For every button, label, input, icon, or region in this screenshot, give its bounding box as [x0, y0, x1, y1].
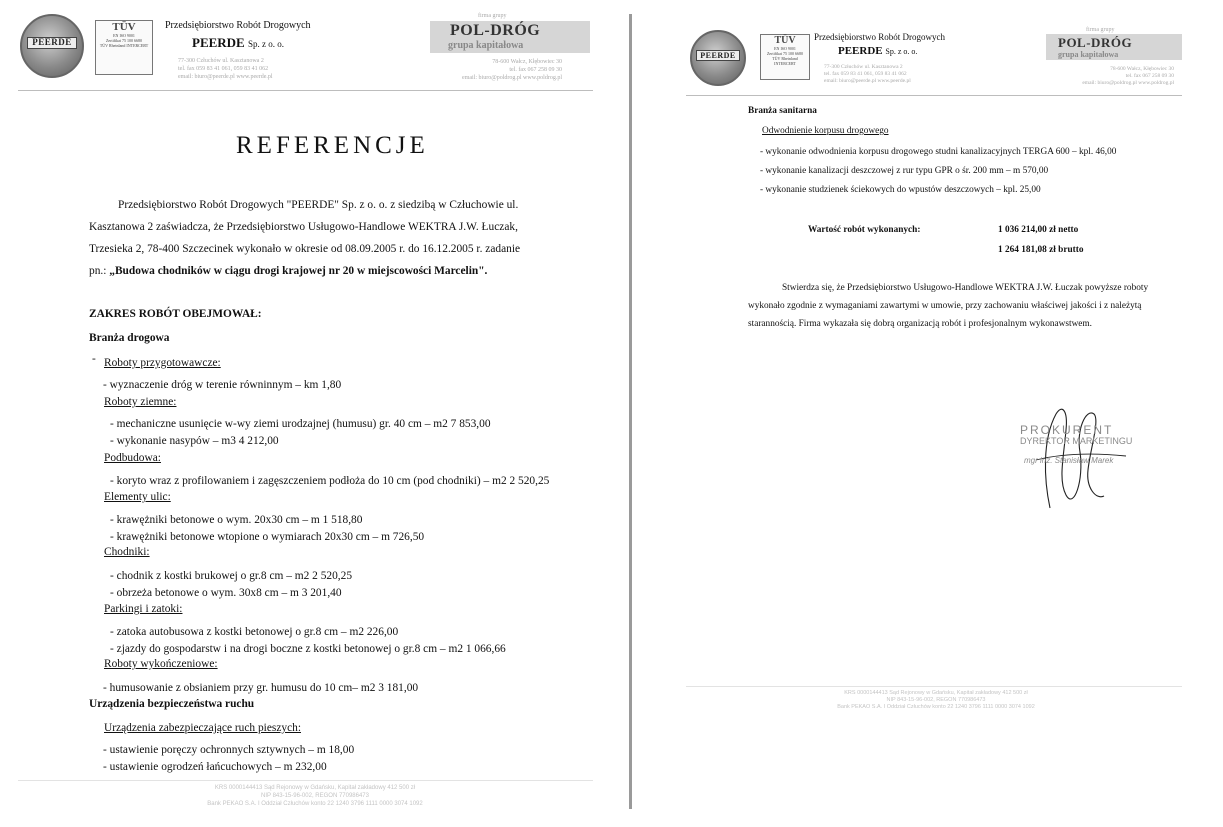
tuv-mark: TÜV: [774, 35, 796, 46]
address-line: tel. fax 059 83 41 061, 059 83 41 062: [824, 71, 907, 77]
address-line: tel. fax 059 83 41 061, 059 83 41 062: [178, 66, 269, 72]
company-address: [178, 57, 273, 81]
tuv-cert: Zertifikat 75 100 6680: [766, 51, 804, 56]
footer-rule: [686, 686, 1182, 687]
footer-line: NIP 843-15-96-002, REGON 770986473: [886, 697, 986, 703]
header-rule: [18, 90, 593, 91]
address-line: email: biuro@peerde.pl www.peerde.pl: [178, 74, 273, 80]
street-heading: Elementy ulic:: [104, 491, 171, 503]
stamp-line: PROKURENT: [1020, 423, 1114, 437]
work-item: - obrzeża betonowe o wym. 30x8 cm – m 3 201,40: [110, 587, 342, 599]
work-item: - zatoka autobusowa z kostki betonowej o gr.8 cm – m2 226,00: [110, 626, 399, 638]
tuv-mark: TÜV: [112, 21, 136, 33]
tuv-certificate-badge: [95, 20, 153, 75]
closing-line: Stwierdza się, że Przedsiębiorstwo Usługowo-Handlowe WEKTRA J.W. Łuczak powyższe roboty: [782, 283, 1149, 293]
group-address-line: email: biuro@poldrog.pl www.poldrog.pl: [1082, 80, 1174, 86]
work-item: - ustawienie poręczy ochronnych sztywnych – m 18,00: [103, 744, 355, 756]
company-name: [192, 35, 284, 51]
group-address: [1036, 66, 1174, 87]
tuv-standard: EN ISO 9001: [113, 33, 135, 38]
intro-line: Przedsiębiorstwo Robót Drogowych "PEERDE" Sp. z o. o. z siedzibą w Człuchowie ul.: [118, 199, 519, 211]
finish-heading: Roboty wykończeniowe:: [104, 658, 218, 670]
work-item: - krawężniki betonowe wtopione o wymiarach 20x30 cm – m 726,50: [110, 531, 425, 543]
peerde-logo: [20, 14, 84, 78]
group-address: [430, 58, 562, 82]
footer-rule: [18, 780, 593, 781]
pol-drog-logo: POL-DRÓG: [450, 22, 541, 39]
work-item: - zjazdy do gospodarstw i na drogi boczne z kostki betonowej o gr.8 cm – m2 1 066,66: [110, 643, 506, 655]
company-line1: Przedsiębiorstwo Robót Drogowych: [814, 32, 945, 42]
closing-line: starannością. Firma wykazała się dobrą organizacją robót i profesjonalnym wykonawstwem.: [748, 319, 1092, 329]
footer-line: Bank PEKAO S.A. I Oddział Człuchów konto 22 1240 3796 1111 0000 3074 1092: [207, 801, 423, 807]
scope-heading: ZAKRES ROBÓT OBEJMOWAŁ:: [89, 308, 262, 320]
page-divider: [629, 14, 632, 809]
page-footer: [120, 784, 510, 808]
page-title: REFERENCJE: [236, 132, 429, 159]
handwritten-signature: [1016, 400, 1136, 510]
stamp-line: DYREKTOR MARKETINGU: [1020, 436, 1133, 446]
work-item: - wykonanie odwodnienia korpusu drogowego studni kanalizacyjnych TERGA 600 – kpl. 46,00: [760, 147, 1117, 157]
pol-drog-logo: POL-DRÓG: [1058, 35, 1133, 50]
company-suffix: Sp. z o. o.: [885, 47, 918, 56]
intro-prefix: pn.:: [89, 265, 110, 277]
header-rule: [686, 95, 1182, 96]
value-gross: 1 264 181,08 zł brutto: [998, 245, 1084, 255]
closing-line: wykonało zgodnie z wymaganiami zawartymi w umowie, przy zachowaniu właściwej jakości i z należytą: [748, 301, 1142, 311]
earth-heading: Roboty ziemne:: [104, 396, 177, 408]
intro-task-line: [89, 264, 487, 278]
tuv-body: TÜV Rheinland INTERCERT: [99, 43, 149, 48]
work-item: - wykonanie kanalizacji deszczowej z rur typu GPR o śr. 200 mm – m 570,00: [760, 166, 1049, 176]
peerde-logo: [690, 30, 746, 86]
safety-heading: Urządzenia bezpieczeństwa ruchu: [89, 698, 255, 710]
sanitary-heading: Branża sanitarna: [748, 106, 817, 116]
work-item: - wykonanie studzienek ściekowych do wpustów deszczowych – kpl. 25,00: [760, 185, 1041, 195]
prep-heading: Roboty przygotowawcze:: [104, 357, 221, 369]
intro-line: Kasztanowa 2 zaświadcza, że Przedsiębiorstwo Usługowo-Handlowe WEKTRA J.W. Łuczak,: [89, 221, 518, 233]
safety-subheading: Urządzenia zabezpieczające ruch pieszych:: [104, 722, 301, 734]
group-address-line: 78-600 Wałcz, Kłębowiec 30: [492, 59, 562, 65]
work-item: - chodnik z kostki brukowej o gr.8 cm – m2 2 520,25: [110, 570, 353, 582]
work-item: - wykonanie nasypów – m3 4 212,00: [110, 435, 279, 447]
tuv-cert: Zertifikat 75 100 6680: [105, 38, 143, 43]
pol-drog-sub: grupa kapitałowa: [1058, 50, 1119, 59]
address-line: 77-300 Człuchów ul. Kasztanowa 2: [824, 64, 903, 70]
tuv-certificate-badge: [760, 34, 810, 80]
footer-line: KRS 0000144413 Sąd Rejonowy w Gdańsku, Kapitał zakładowy 412 500 zł: [844, 690, 1028, 696]
address-line: 77-300 Człuchów ul. Kasztanowa 2: [178, 58, 264, 64]
company-line1: Przedsiębiorstwo Robót Drogowych: [165, 20, 311, 31]
stamp-line: mgr inż. Stanisław Marek: [1024, 456, 1114, 465]
work-item: - wyznaczenie dróg w terenie równinnym – km 1,80: [103, 379, 342, 391]
task-name: „Budowa chodników w ciągu drogi krajowej nr 20 w miejscowości Marcelin".: [109, 265, 488, 277]
tuv-body: TÜV Rheinland INTERCERT: [772, 56, 798, 66]
company-name: [838, 45, 917, 57]
work-item: - krawężniki betonowe o wym. 20x30 cm – m 1 518,80: [110, 514, 363, 526]
tuv-standard: EN ISO 9001: [774, 46, 796, 51]
intro-line: Trzesieka 2, 78-400 Szczecinek wykonało w okresie od 08.09.2005 r. do 16.12.2005 r. zadanie: [89, 243, 521, 255]
company-address: [824, 64, 911, 85]
group-address-line: tel. fax 067 258 09 30: [1125, 73, 1174, 79]
sidewalk-heading: Chodniki:: [104, 546, 150, 558]
pol-drog-sub: grupa kapitałowa: [448, 40, 524, 51]
work-item: - ustawienie ogrodzeń łańcuchowych – m 232,00: [103, 761, 327, 773]
work-item: - humusowanie z obsianiem przy gr. humusu do 10 cm– m2 3 181,00: [103, 682, 419, 694]
work-item: - mechaniczne usunięcie w-wy ziemi urodzajnej (humusu) gr. 40 cm – m2 7 853,00: [110, 418, 491, 430]
drainage-heading: Odwodnienie korpusu drogowego: [762, 126, 889, 136]
page-footer: [776, 690, 1096, 711]
bullet-mark: -: [92, 353, 96, 365]
footer-line: Bank PEKAO S.A. I Oddział Człuchów konto 22 1240 3796 1111 0000 3074 1092: [837, 704, 1035, 710]
reference-page-2: [636, 0, 1223, 827]
road-heading: Branża drogowa: [89, 332, 170, 344]
group-address-line: 78-600 Wałcz, Kłębowiec 30: [1110, 66, 1174, 72]
company-suffix: Sp. z o. o.: [247, 39, 284, 49]
footer-line: KRS 0000144413 Sąd Rejonowy w Gdańsku, Kapitał zakładowy 412 500 zł: [214, 785, 416, 791]
company-name-text: PEERDE: [192, 35, 245, 50]
footer-line: NIP 843-15-96-002, REGON 770986473: [261, 793, 369, 799]
group-small-label: firma grupy: [1086, 27, 1115, 33]
work-item: - koryto wraz z profilowaniem i zagęszczeniem podłoża do 10 cm (pod chodniki) – m2 2 520,25: [110, 475, 550, 487]
value-label: Wartość robót wykonanych:: [808, 225, 921, 235]
group-address-line: tel. fax 067 258 09 30: [509, 67, 562, 73]
address-line: email: biuro@peerde.pl www.peerde.pl: [824, 78, 911, 84]
logo-text: PEERDE: [27, 37, 77, 49]
parking-heading: Parkingi i zatoki:: [104, 603, 183, 615]
group-small-label: firma grupy: [478, 13, 507, 19]
group-address-line: email: biuro@poldrog.pl www.poldrog.pl: [462, 75, 562, 81]
base-heading: Podbudowa:: [104, 452, 161, 464]
logo-text: PEERDE: [696, 50, 740, 60]
value-net: 1 036 214,00 zł netto: [998, 225, 1079, 235]
company-name-text: PEERDE: [838, 45, 883, 57]
